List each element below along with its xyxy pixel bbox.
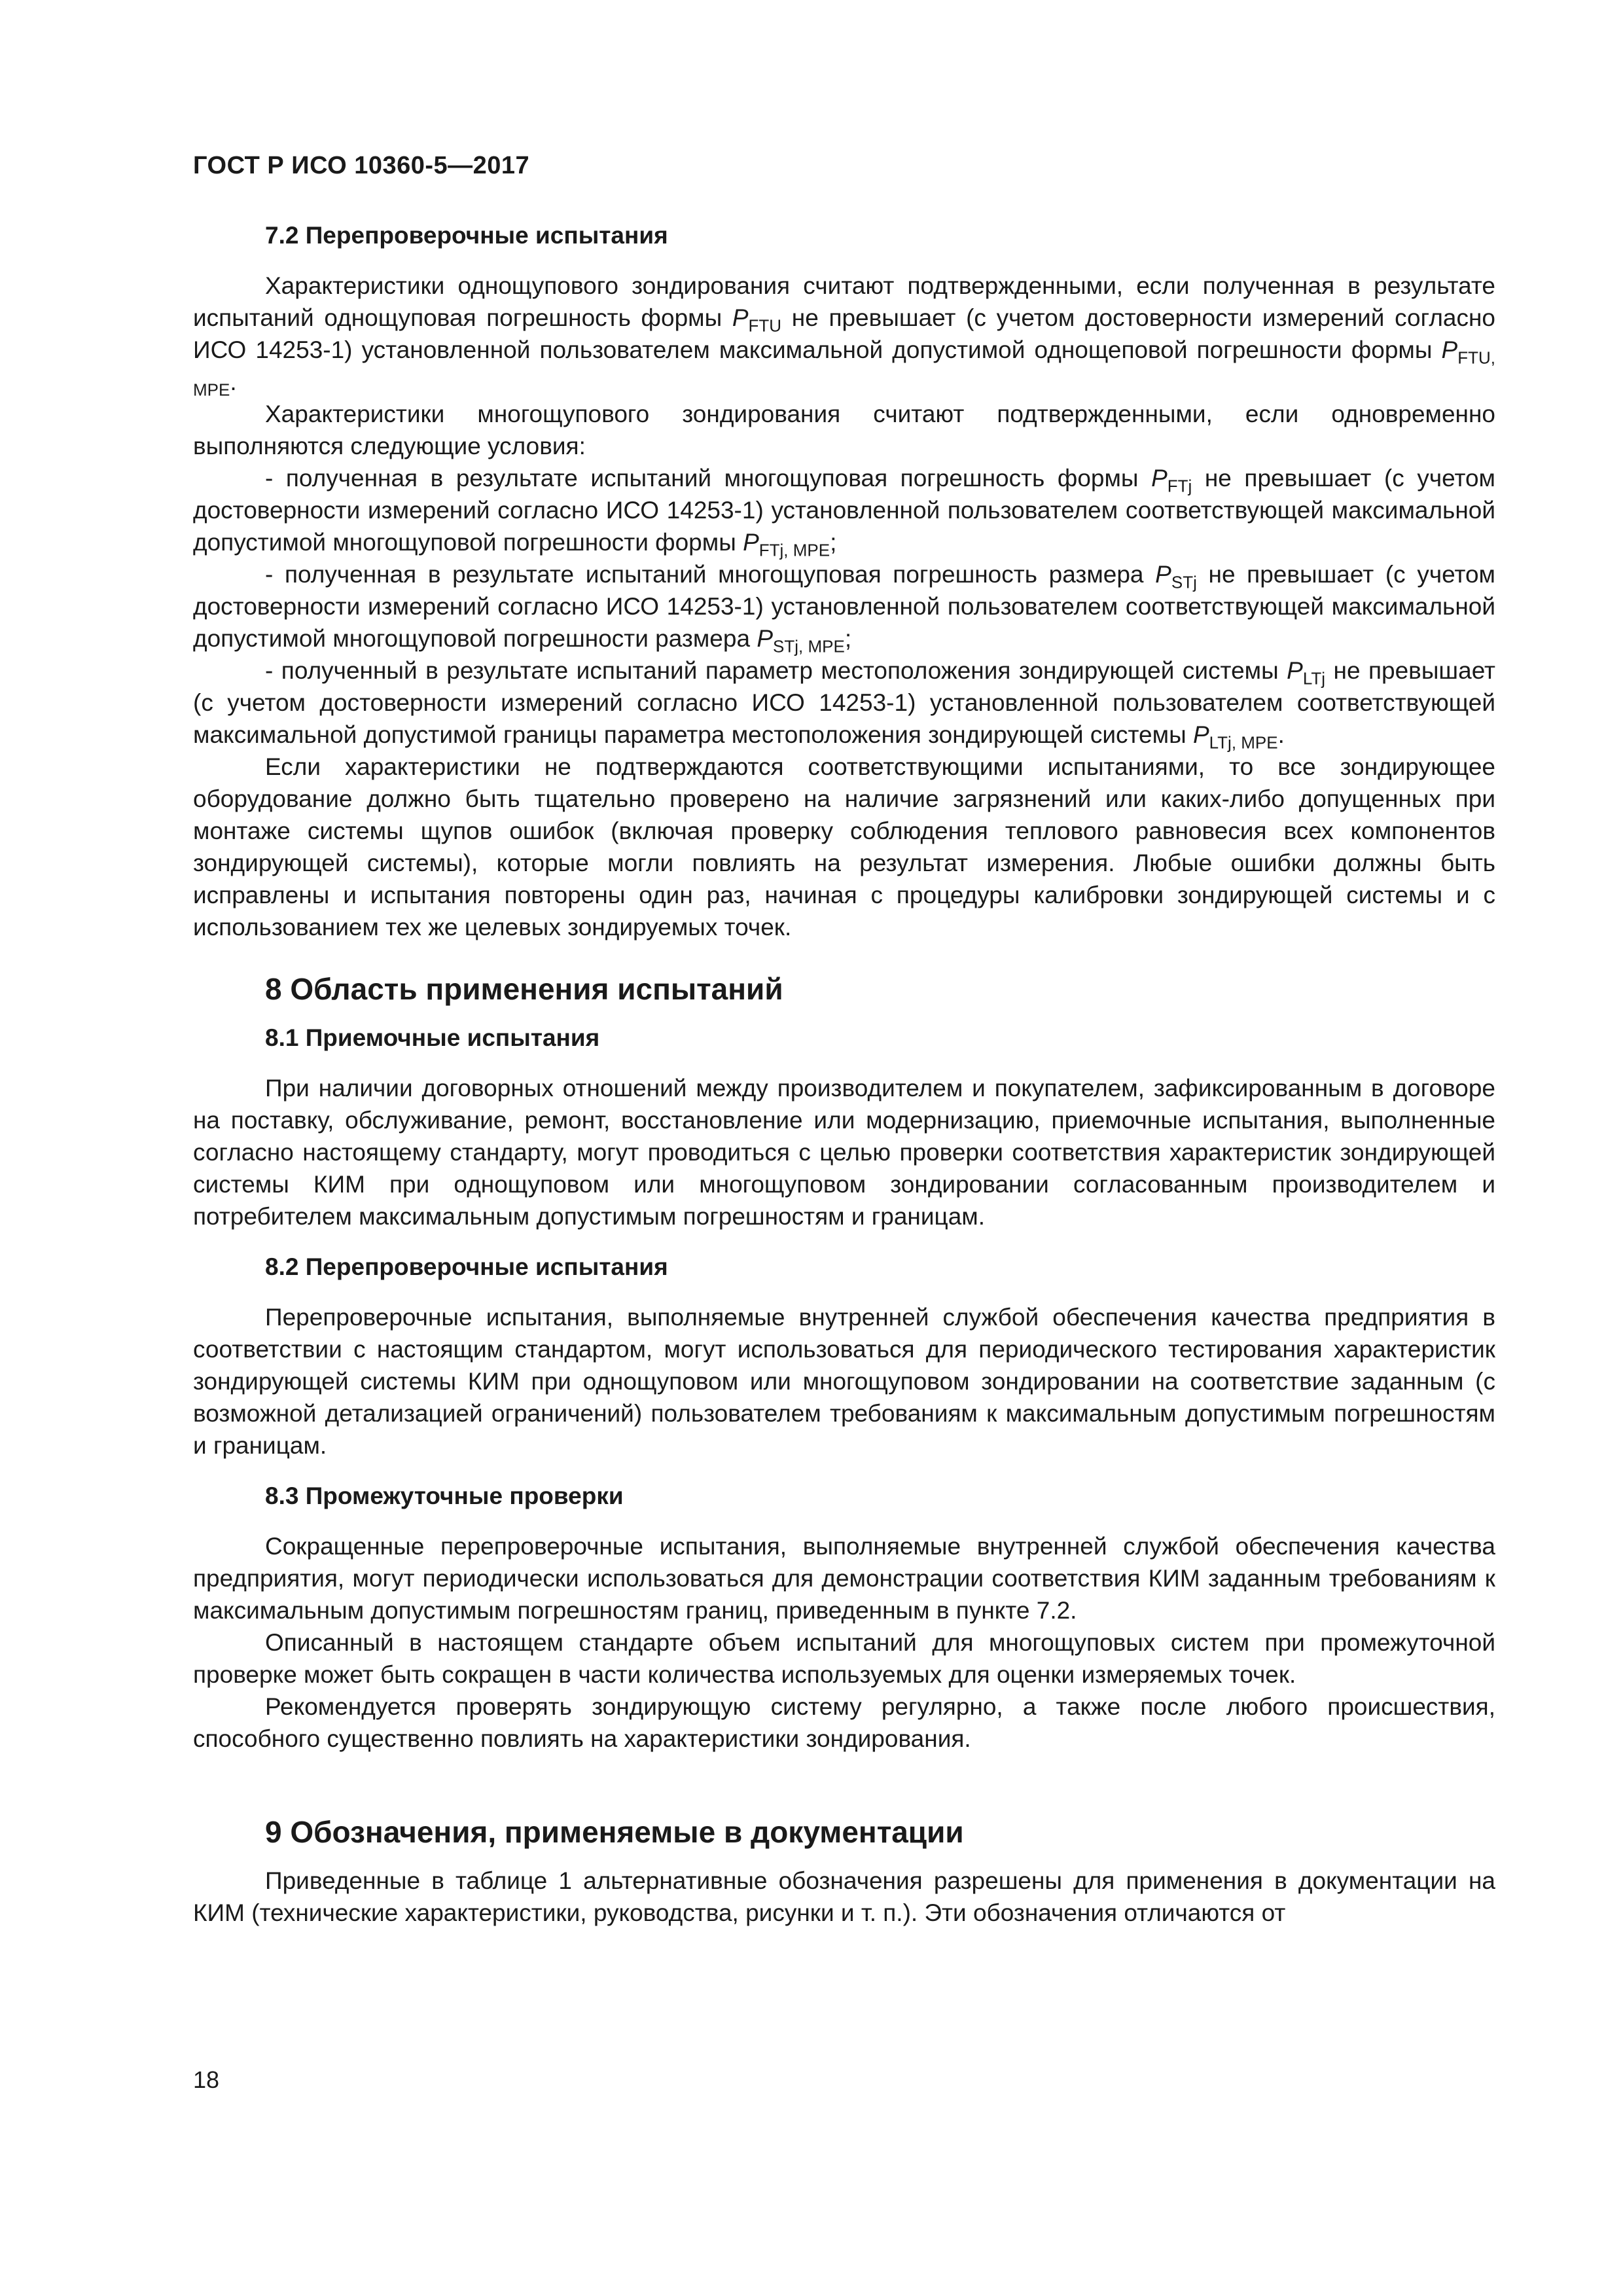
paragraph-8-3-1: Сокращенные перепроверочные испытания, выполняемые внутренней службой обеспечения качества предприятия, могут периодически использоваться для демонстрации соответствия КИМ заданным требованиям к максимальным допустимым погрешностям границ, приведенным в пункте 7.2. (193, 1533, 1495, 1624)
document-code-header: ГОСТ Р ИСО 10360-5—2017 (193, 152, 530, 179)
page-number: 18 (193, 2066, 220, 2093)
paragraph-8-3-2: Описанный в настоящем стандарте объем испытаний для многощуповых систем при промежуточной проверке может быть сокращен в части количества используемых для оценки измеряемых точек. (193, 1629, 1495, 1688)
list-item-size-error: - полученная в результате испытаний многощуповая погрешность размера $P_{STj}$ не превышает (с учетом достоверности измерений согласно ИСО 14253-1) установленной пользователем соответствующей максимальной допустимой многощуповой погрешности размера $P_{STj, MPE}$; (193, 561, 1495, 656)
list-item-form-error: - полученная в результате испытаний многощуповая погрешность формы $P_{FTj}$ не превышает (с учетом достоверности измерений согласно ИСО 14253-1) установленной пользователем соответствующей максимальной допустимой многощуповой погрешности формы $P_{FTj, MPE}$; (193, 465, 1495, 560)
section-9-title: 9 Обозначения, применяемые в документации (265, 1815, 964, 1849)
section-8-1-title: 8.1 Приемочные испытания (265, 1024, 600, 1051)
section-7-2-title: 7.2 Перепроверочные испытания (265, 222, 668, 249)
paragraph-9-1: Приведенные в таблице 1 альтернативные обозначения разрешены для применения в документации на КИМ (технические характеристики, руководства, рисунки и т. п.). Эти обозначения отличаются от (193, 1867, 1495, 1926)
paragraph-7-2-single-probing: Характеристики однощупового зондирования считают подтвержденными, если полученная в результате испытаний однощуповая погрешность формы $P_{FTU}$ не превышает (с учетом достоверности измерений согласно ИСО 14253-1) установленной пользователем максимальной допустимой однощеповой погрешности формы $P_{FTU, MPE}$. (193, 272, 1495, 400)
paragraph-8-3-3: Рекомендуется проверять зондирующую систему регулярно, а также после любого происшествия, способного существенно повлиять на характеристики зондирования. (193, 1693, 1495, 1752)
paragraph-8-2: Перепроверочные испытания, выполняемые внутренней службой обеспечения качества предприятия в соответствии с настоящим стандартом, могут использоваться для периодического тестирования характеристик зондирующей системы КИМ при однощуповом или многощуповом зондировании на соответствие заданным (с возможной детализацией ограничений) пользователем требованиям к максимальным допустимым погрешностям и границам. (193, 1304, 1495, 1459)
list-item-location-parameter: - полученный в результате испытаний параметр местоположения зондирующей системы $P_{LTj}$ не превышает (с учетом достоверности измерений согласно ИСО 14253-1) установленной пользователем соответствующей максимальной допустимой границы параметра местоположения зондирующей системы $P_{LTj, MPE}$. (193, 657, 1495, 753)
section-8-3-title: 8.3 Промежуточные проверки (265, 1482, 624, 1509)
paragraph-7-2-failure-action: Если характеристики не подтверждаются соответствующими испытаниями, то все зондирующее оборудование должно быть тщательно проверено на наличие загрязнений или каких-либо допущенных при монтаже системы щупов ошибок (включая проверку соблюдения теплового равновесия всех компонентов зондирующей системы), которые могли повлиять на результат измерения. Любые ошибки должны быть исправлены и испытания повторены один раз, начиная с процедуры калибровки зондирующей системы и с использованием тех же целевых зондируемых точек. (193, 753, 1495, 941)
paragraph-8-1: При наличии договорных отношений между производителем и покупателем, зафиксированным в договоре на поставку, обслуживание, ремонт, восстановление или модернизацию, приемочные испытания, выполненные согласно настоящему стандарту, могут проводиться с целью проверки соответствия характеристик зондирующей системы КИМ при однощуповом или многощуповом зондировании согласованным производителем и потребителем максимальным допустимым погрешностям и границам. (193, 1075, 1495, 1230)
paragraph-7-2-multi-probing: Характеристики многощупового зондирования считают подтвержденными, если одновременно выполняются следующие условия: (193, 401, 1495, 459)
section-8-2-title: 8.2 Перепроверочные испытания (265, 1253, 668, 1280)
section-8-title: 8 Область применения испытаний (265, 972, 783, 1006)
page-content (193, 219, 1495, 1929)
